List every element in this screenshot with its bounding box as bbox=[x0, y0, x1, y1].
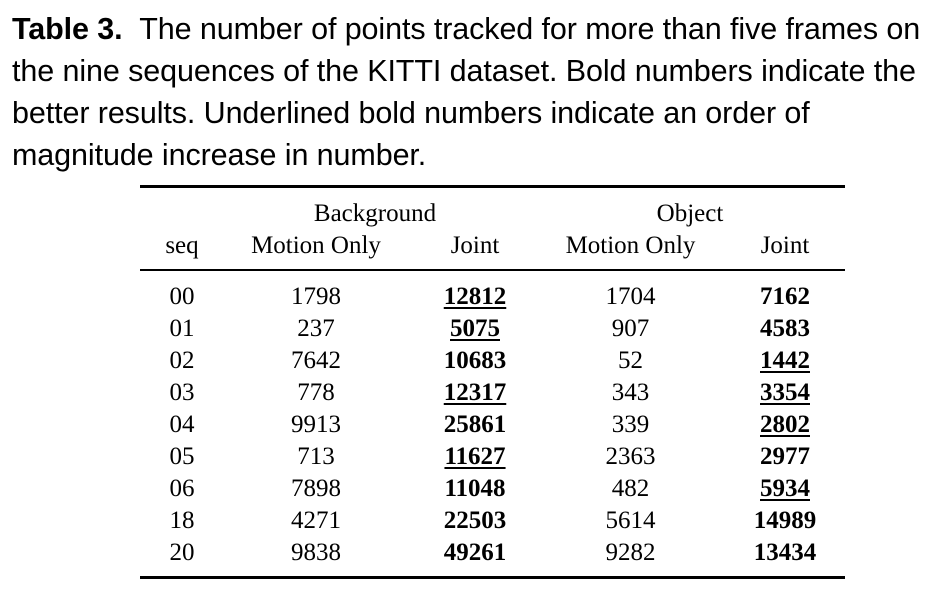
cell-object-motion-only: 2363 bbox=[605, 443, 656, 470]
cell-background-motion-only: 7898 bbox=[291, 475, 341, 502]
bottom-rule bbox=[140, 576, 845, 579]
cell-object-joint: 7162 bbox=[760, 283, 810, 310]
cell-background-motion-only: 7642 bbox=[291, 347, 341, 374]
group-header-background: Background bbox=[313, 200, 437, 227]
cell-background-motion-only: 9913 bbox=[291, 411, 341, 438]
cell-background-joint: 11627 bbox=[444, 443, 506, 470]
column-header-background-motion-only: Motion Only bbox=[251, 232, 381, 259]
cell-background-joint: 10683 bbox=[443, 347, 507, 374]
caption-text: The number of points tracked for more than five frames on the nine sequences of the KITTI dataset. Bold numbers indicate the better results. Underlined bold numbers indicate an order of magnitude increase in number. bbox=[12, 12, 921, 172]
cell-object-joint: 2977 bbox=[760, 443, 810, 470]
cell-object-joint: 4583 bbox=[760, 315, 810, 342]
cell-object-joint: 5934 bbox=[760, 475, 810, 502]
cell-seq: 04 bbox=[169, 411, 195, 438]
column-header-object-joint: Joint bbox=[760, 232, 810, 259]
caption-label: Table 3. bbox=[12, 12, 123, 46]
cell-background-joint: 11048 bbox=[444, 475, 506, 502]
cell-seq: 00 bbox=[169, 283, 195, 310]
header-rule bbox=[140, 269, 845, 271]
cell-seq: 01 bbox=[169, 315, 195, 342]
cell-background-joint: 25861 bbox=[443, 411, 507, 438]
cell-object-joint: 1442 bbox=[760, 347, 810, 374]
cell-object-motion-only: 482 bbox=[611, 475, 650, 502]
column-header-background-joint: Joint bbox=[450, 232, 500, 259]
cell-background-motion-only: 4271 bbox=[291, 507, 341, 534]
cell-seq: 03 bbox=[169, 379, 195, 406]
cell-object-motion-only: 343 bbox=[611, 379, 650, 406]
cell-object-joint: 13434 bbox=[753, 539, 817, 566]
cell-seq: 06 bbox=[169, 475, 195, 502]
cell-object-joint: 14989 bbox=[753, 507, 817, 534]
column-header-seq: seq bbox=[165, 232, 199, 259]
top-rule bbox=[140, 185, 845, 188]
cell-background-motion-only: 713 bbox=[297, 443, 335, 470]
table-caption bbox=[12, 8, 932, 176]
cell-background-motion-only: 9838 bbox=[291, 539, 341, 566]
cell-background-motion-only: 1798 bbox=[291, 283, 341, 310]
cell-object-motion-only: 5614 bbox=[605, 507, 656, 534]
cell-object-joint: 3354 bbox=[760, 379, 810, 406]
cell-object-motion-only: 9282 bbox=[605, 539, 656, 566]
group-header-object: Object bbox=[656, 200, 724, 227]
cell-background-motion-only: 237 bbox=[297, 315, 335, 342]
cell-background-motion-only: 778 bbox=[297, 379, 335, 406]
cell-object-motion-only: 52 bbox=[618, 347, 643, 374]
cell-object-joint: 2802 bbox=[760, 411, 810, 438]
cell-seq: 18 bbox=[169, 507, 195, 534]
cell-seq: 02 bbox=[169, 347, 195, 374]
cell-seq: 20 bbox=[169, 539, 195, 566]
cell-background-joint: 12317 bbox=[443, 379, 507, 406]
column-header-object-motion-only: Motion Only bbox=[565, 232, 696, 259]
cell-background-joint: 49261 bbox=[443, 539, 507, 566]
cell-seq: 05 bbox=[169, 443, 195, 470]
cell-object-motion-only: 339 bbox=[611, 411, 650, 438]
cell-background-joint: 5075 bbox=[450, 315, 500, 342]
cell-background-joint: 12812 bbox=[443, 283, 507, 310]
cell-background-joint: 22503 bbox=[443, 507, 507, 534]
cell-object-motion-only: 907 bbox=[611, 315, 650, 342]
cell-object-motion-only: 1704 bbox=[605, 283, 656, 310]
